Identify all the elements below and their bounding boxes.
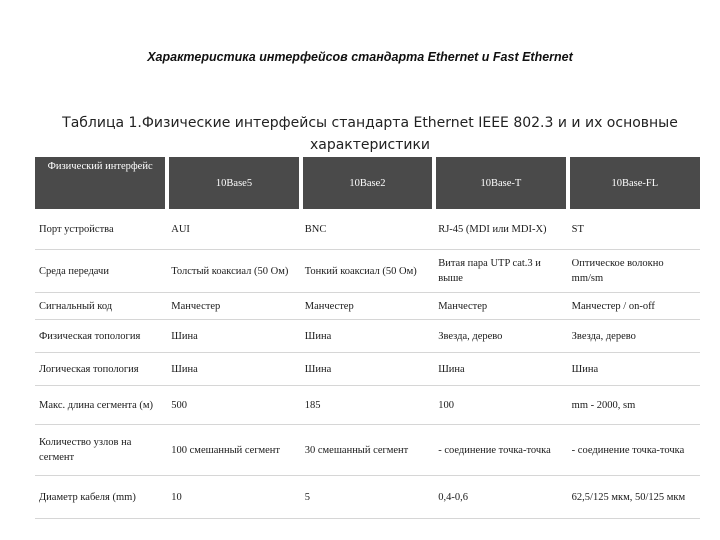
table-cell: Манчестер / on-off xyxy=(568,293,700,320)
header-10base-t: 10Base-T xyxy=(434,157,567,209)
table-cell: 5 xyxy=(301,476,434,519)
caption-line-1: Таблица 1.Физические интерфейсы стандарта Ethernet IEEE 802.3 и и их основные xyxy=(62,115,678,131)
table-cell: RJ-45 (MDI или MDI-X) xyxy=(434,209,567,250)
table-cell: Оптическое волокно mm/sm xyxy=(568,250,700,293)
table-row xyxy=(35,209,700,250)
table-cell: - соединение точка-точка xyxy=(434,425,567,476)
row-label: Физическая топология xyxy=(35,320,167,353)
table-row xyxy=(35,250,700,293)
row-label: Количество узлов на сегмент xyxy=(35,425,167,476)
table-cell: Витая пара UTP cat.3 и выше xyxy=(434,250,567,293)
caption-line-2: характеристики xyxy=(309,137,431,153)
table-row xyxy=(35,293,700,320)
header-10base-fl: 10Base-FL xyxy=(568,157,700,209)
table-cell: Шина xyxy=(167,320,300,353)
table-cell: 10 xyxy=(167,476,300,519)
table-cell: 62,5/125 мкм, 50/125 мкм xyxy=(568,476,700,519)
table-cell: ST xyxy=(568,209,700,250)
table-header-row xyxy=(35,157,700,209)
table-cell: 500 xyxy=(167,386,300,425)
table-row xyxy=(35,386,700,425)
table-cell: 100 xyxy=(434,386,567,425)
table-row xyxy=(35,320,700,353)
row-label: Порт устройства xyxy=(35,209,167,250)
slide-title: Характеристика интерфейсов стандарта Ethernet и Fast Ethernet xyxy=(147,50,573,64)
table-cell: Звезда, дерево xyxy=(434,320,567,353)
table-cell: Тонкий коаксиал (50 Ом) xyxy=(301,250,434,293)
table-row xyxy=(35,425,700,476)
row-label: Диаметр кабеля (mm) xyxy=(35,476,167,519)
table-cell: Шина xyxy=(167,353,300,386)
table-cell: Манчестер xyxy=(434,293,567,320)
table-cell: 185 xyxy=(301,386,434,425)
table-cell: Манчестер xyxy=(301,293,434,320)
table-cell: AUI xyxy=(167,209,300,250)
header-10base5: 10Base5 xyxy=(167,157,300,209)
row-label: Логическая топология xyxy=(35,353,167,386)
row-label: Макс. длина сегмента (м) xyxy=(35,386,167,425)
table-cell: Манчестер xyxy=(167,293,300,320)
table-cell: Шина xyxy=(301,320,434,353)
table-row xyxy=(35,353,700,386)
table-cell: 100 смешанный сегмент xyxy=(167,425,300,476)
table-cell: Шина xyxy=(568,353,700,386)
table-cell: BNC xyxy=(301,209,434,250)
table-cell: 30 смешанный сегмент xyxy=(301,425,434,476)
table-cell: Толстый коаксиал (50 Ом) xyxy=(167,250,300,293)
table-cell: 0,4-0,6 xyxy=(434,476,567,519)
table-cell: mm - 2000, sm xyxy=(568,386,700,425)
table-cell: Шина xyxy=(434,353,567,386)
row-label: Сигнальный код xyxy=(35,293,167,320)
header-physical-interface: Физический интерфейс xyxy=(35,157,167,209)
header-10base2: 10Base2 xyxy=(301,157,434,209)
table-cell: - соединение точка-точка xyxy=(568,425,700,476)
table-cell: Звезда, дерево xyxy=(568,320,700,353)
row-label: Среда передачи xyxy=(35,250,167,293)
table-cell: Шина xyxy=(301,353,434,386)
interfaces-table xyxy=(35,157,700,519)
table-row xyxy=(35,476,700,519)
table-caption xyxy=(40,112,700,156)
